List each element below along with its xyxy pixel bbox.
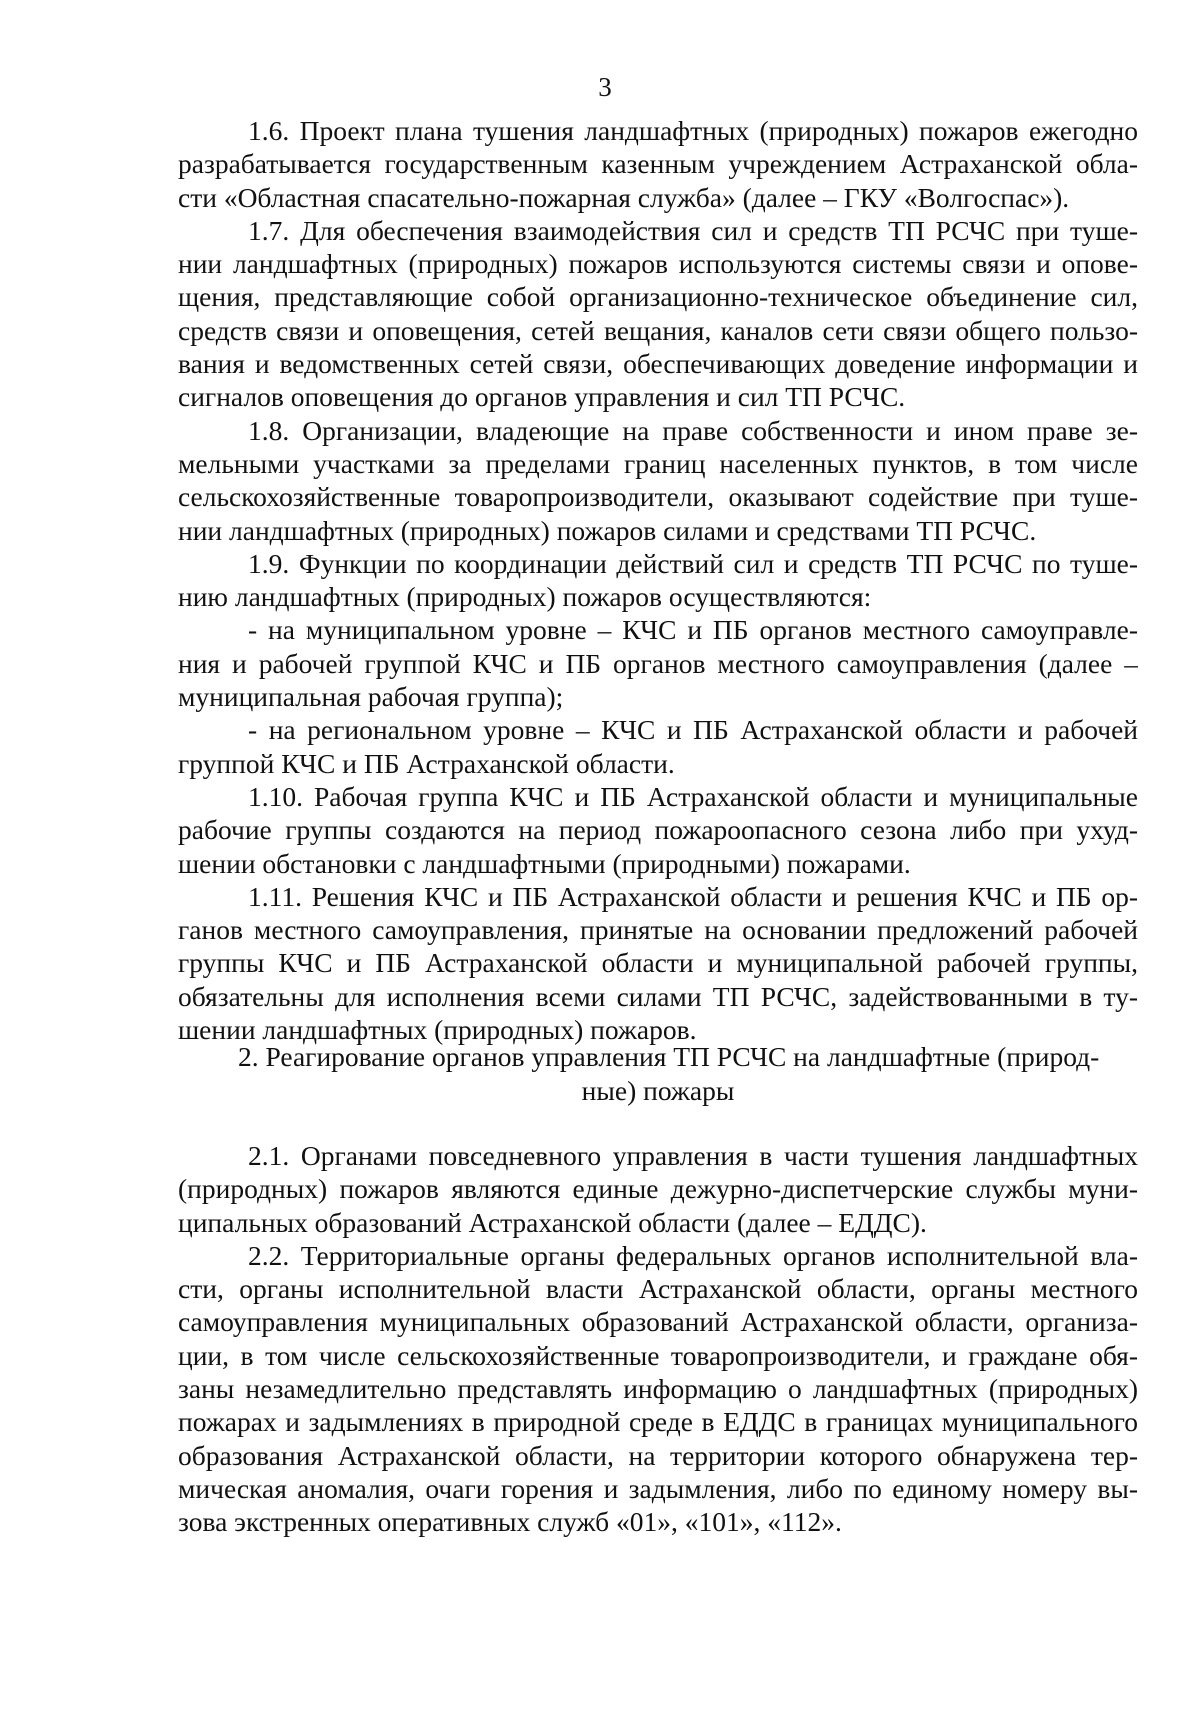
text-line: 2.2. Территориальные органы федеральных органов исполнительной вла- <box>248 1239 1138 1271</box>
text-line: мельными участками за пределами границ населенных пунктов, в том числе <box>178 447 1138 479</box>
paragraph-1-10 <box>178 780 1138 880</box>
text-line: ципальных образований Астраханской области (далее – ЕДДС). <box>178 1206 927 1238</box>
section-2-heading <box>178 1040 1138 1108</box>
text-line: шении обстановки с ландшафтными (природными) пожарами. <box>178 847 911 879</box>
text-line: обязательны для исполнения всеми силами ТП РСЧС, задействованными в ту- <box>178 980 1138 1012</box>
text-line: разрабатывается государственным казенным учреждением Астраханской обла- <box>178 148 1138 180</box>
text-line: 1.8. Организации, владеющие на праве собственности и ином праве зе- <box>248 414 1138 446</box>
text-line: - на региональном уровне – КЧС и ПБ Астраханской области и рабочей <box>248 714 1138 746</box>
paragraph-1-9 <box>178 547 1138 614</box>
list-item-municipal-level <box>178 613 1138 713</box>
paragraph-2-1 <box>178 1139 1138 1239</box>
text-line: группой КЧС и ПБ Астраханской области. <box>178 747 675 779</box>
text-line: сти, органы исполнительной власти Астраханской области, органы местного <box>178 1273 1138 1305</box>
text-line: вания и ведомственных сетей связи, обеспечивающих доведение информации и <box>178 348 1138 380</box>
text-line: шении ландшафтных (природных) пожаров. <box>178 1014 697 1046</box>
text-line: самоуправления муниципальных образований Астраханской области, организа- <box>178 1306 1138 1338</box>
paragraph-1-6 <box>178 114 1138 214</box>
text-line: щения, представляющие собой организационно-техническое объединение сил, <box>178 281 1138 313</box>
text-line: заны незамедлительно представлять информацию о ландшафтных (природных) <box>178 1373 1138 1405</box>
heading-line: ные) пожары <box>581 1075 735 1106</box>
text-line: 1.9. Функции по координации действий сил и средств ТП РСЧС по туше- <box>248 547 1138 579</box>
text-line: нии ландшафтных (природных) пожаров силами и средствами ТП РСЧС. <box>178 514 1037 546</box>
paragraph-1-8 <box>178 414 1138 547</box>
list-item-regional-level <box>178 713 1138 780</box>
text-line: (природных) пожаров являются единые дежурно-диспетчерские службы муни- <box>178 1173 1138 1205</box>
paragraph-2-2 <box>178 1239 1138 1539</box>
text-line: нию ландшафтных (природных) пожаров осуществляются: <box>178 581 872 613</box>
text-line: сельскохозяйственные товаропроизводители, оказывают содействие при туше- <box>178 481 1138 513</box>
section-1-text <box>178 114 1138 1046</box>
text-line: сигналов оповещения до органов управления и сил ТП РСЧС. <box>178 381 906 413</box>
text-line: 1.10. Рабочая группа КЧС и ПБ Астраханской области и муниципальные <box>248 780 1138 812</box>
text-line: пожарах и задымлениях в природной среде в ЕДДС в границах муниципального <box>178 1406 1138 1438</box>
text-line: зова экстренных оперативных служб «01», «101», «112». <box>178 1506 842 1538</box>
text-line: 2.1. Органами повседневного управления в части тушения ландшафтных <box>248 1140 1138 1171</box>
text-line: средств связи и оповещения, сетей вещания, каналов сети связи общего пользо- <box>178 314 1138 346</box>
text-line: мическая аномалия, очаги горения и задымления, либо по единому номеру вы- <box>178 1472 1138 1504</box>
text-line: 1.6. Проект плана тушения ландшафтных (природных) пожаров ежегодно <box>248 115 1138 146</box>
text-line: ния и рабочей группой КЧС и ПБ органов местного самоуправления (далее – <box>178 647 1138 679</box>
text-line: - на муниципальном уровне – КЧС и ПБ органов местного самоуправле- <box>248 614 1138 646</box>
text-line: ции, в том числе сельскохозяйственные товаропроизводители, и граждане обя- <box>178 1339 1138 1371</box>
text-line: рабочие группы создаются на период пожароопасного сезона либо при ухуд- <box>178 814 1138 846</box>
text-line: 1.11. Решения КЧС и ПБ Астраханской области и решения КЧС и ПБ ор- <box>248 880 1138 912</box>
text-line: ганов местного самоуправления, принятые на основании предложений рабочей <box>178 914 1138 946</box>
page-number: 3 <box>598 72 612 102</box>
text-line: муниципальная рабочая группа); <box>178 681 564 713</box>
section-2-text <box>178 1139 1138 1539</box>
heading-line: 2. Реагирование органов управления ТП РСЧС на ландшафтные (природ- <box>238 1041 1100 1072</box>
text-line: 1.7. Для обеспечения взаимодействия сил и средств ТП РСЧС при туше- <box>248 214 1138 246</box>
paragraph-1-11 <box>178 880 1138 1046</box>
text-line: образования Астраханской области, на территории которого обнаружена тер- <box>178 1439 1138 1471</box>
text-line: нии ландшафтных (природных) пожаров используются системы связи и опове- <box>178 248 1138 280</box>
text-line: сти «Областная спасательно-пожарная служба» (далее – ГКУ «Волгоспас»). <box>178 181 1070 213</box>
text-line: группы КЧС и ПБ Астраханской области и муниципальной рабочей группы, <box>178 947 1138 979</box>
paragraph-1-7 <box>178 214 1138 414</box>
